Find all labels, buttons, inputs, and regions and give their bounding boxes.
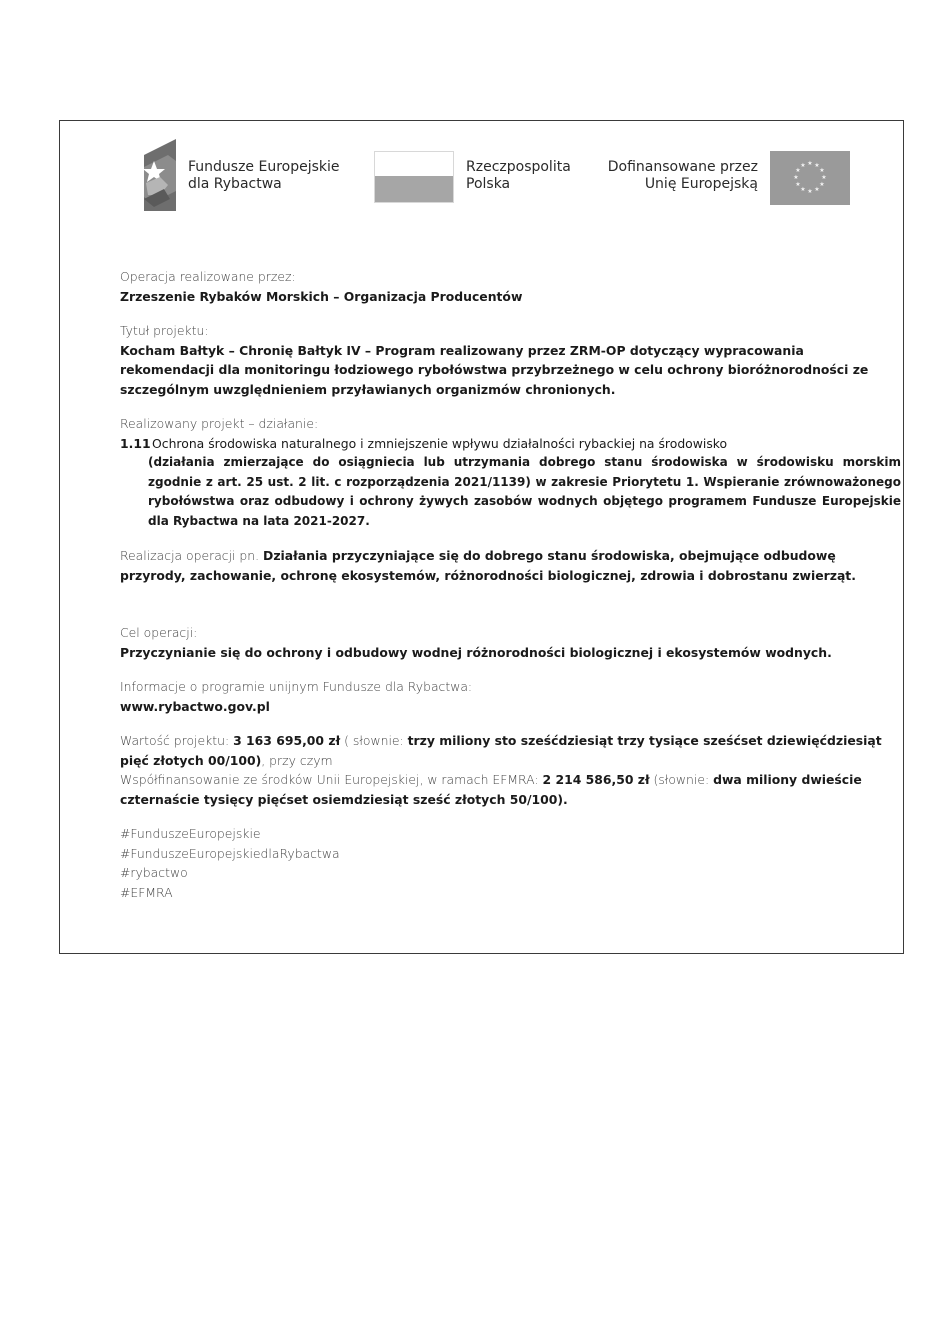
operator-value: Zrzeszenie Rybaków Morskich – Organizacja Producentów [120, 288, 523, 304]
info-url[interactable]: www.rybactwo.gov.pl [120, 698, 270, 714]
value-words: trzy miliony sto sześćdziesiąt trzy tysiące sześćset dziewięćdziesiąt pięć złotych 00/100) [120, 733, 882, 768]
svg-text:★: ★ [800, 186, 806, 193]
action-title: Ochrona środowiska naturalnego i zmniejszenie wpływu działalności rybackiej na środowisko [152, 435, 728, 451]
svg-text:★: ★ [795, 181, 801, 188]
value-prefix: Wartość projektu: [120, 733, 234, 748]
info-label: Informacje o programie unijnym Fundusze dla Rybactwa: [120, 679, 473, 694]
value-amount: 3 163 695,00 zł [233, 733, 341, 748]
fe-logo-line2: dla Rybactwa [188, 176, 282, 192]
hashtags [120, 824, 901, 902]
document-frame [59, 120, 904, 954]
cofin-words-prefix: (słownie: [649, 772, 714, 787]
svg-text:★: ★ [807, 160, 813, 167]
goal-section [120, 623, 901, 662]
fe-emblem-icon [140, 139, 180, 211]
title-label: Tytuł projektu: [120, 323, 209, 338]
action-label: Realizowany projekt – działanie: [120, 416, 319, 431]
rp-logo-line2: Polska [466, 176, 511, 192]
svg-text:★: ★ [819, 167, 825, 174]
realization-value: Działania przyczyniające się do dobrego stanu środowiska, obejmujące odbudowę przyrody, zachowanie, ochronę ekosystemów, różnorodności biologicznej, zdrowia i dobrostanu zwierząt. [120, 548, 856, 583]
svg-text:★: ★ [800, 162, 806, 169]
rp-logo-line1: Rzeczpospolita [466, 159, 571, 175]
goal-label: Cel operacji: [120, 625, 198, 640]
document-body [120, 267, 901, 902]
svg-text:★: ★ [793, 174, 799, 181]
eu-logo-line2: Unię Europejską [644, 176, 758, 192]
action-item [120, 434, 901, 454]
cofin-words: dwa miliony dwieście czternaście tysięcy pięćset osiemdziesiąt sześć złotych 50/100). [120, 772, 862, 807]
cofin-prefix: Współfinansowanie ze środków Unii Europejskiej, w ramach EFMRA: [120, 772, 543, 787]
fe-logo-line1: Fundusze Europejskie [188, 159, 340, 175]
operator-section [120, 267, 901, 306]
svg-text:★: ★ [821, 174, 827, 181]
value-suffix: , przy czym [261, 752, 333, 768]
operator-label: Operacja realizowane przez: [120, 269, 296, 284]
title-section [120, 321, 901, 399]
eu-flag-icon [770, 151, 850, 205]
value-section [120, 731, 901, 809]
svg-text:★: ★ [807, 188, 813, 195]
svg-text:★: ★ [814, 186, 820, 193]
title-value: Kocham Bałtyk – Chronię Bałtyk IV – Program realizowany przez ZRM-OP dotyczący wypracowania rekomendacji dla monitoringu łodziowego rybołówstwa przybrzeżnego w celu ochrony bioróżnorodności ze szczególnym uwzględnieniem przyławianych organizmów chronionych. [120, 342, 869, 397]
svg-text:★: ★ [819, 181, 825, 188]
fe-logo [140, 139, 360, 211]
hashtag: #FunduszeEuropejskiedlaRybactwa [120, 845, 340, 861]
action-section [120, 414, 901, 531]
realization-section [120, 546, 901, 585]
info-section [120, 677, 901, 716]
svg-text:★: ★ [795, 167, 801, 174]
rp-logo [374, 151, 594, 207]
polish-flag-icon [374, 151, 454, 203]
goal-value: Przyczynianie się do ochrony i odbudowy wodnej różnorodności biologicznej i ekosystemów wodnych. [120, 644, 832, 660]
cofin-amount: 2 214 586,50 zł [542, 772, 650, 787]
hashtag: #FunduszeEuropejskie [120, 826, 261, 841]
svg-text:★: ★ [814, 162, 820, 169]
action-description: (działania zmierzające do osiągniecia lub utrzymania dobrego stanu środowiska w środowisku morskim zgodnie z art. 25 ust. 2 lit. c rozporządzenia 2021/1139) w zakresie Priorytetu 1. Wspieranie zrównoważonego rybołówstwa oraz odbudowy i ochrony żywych zasobów wodnych objętego programem Fundusze Europejskie dla Rybactwa na lata 2021-2027. [148, 455, 901, 528]
hashtag: #rybactwo [120, 865, 188, 880]
hashtag: #EFMRA [120, 884, 173, 900]
action-number: 1.11 [120, 435, 151, 451]
realization-prefix: Realizacja operacji pn. [120, 548, 264, 563]
value-words-prefix: ( słownie: [340, 733, 408, 748]
eu-logo [605, 151, 851, 207]
eu-logo-line1: Dofinansowane przez [607, 159, 758, 175]
